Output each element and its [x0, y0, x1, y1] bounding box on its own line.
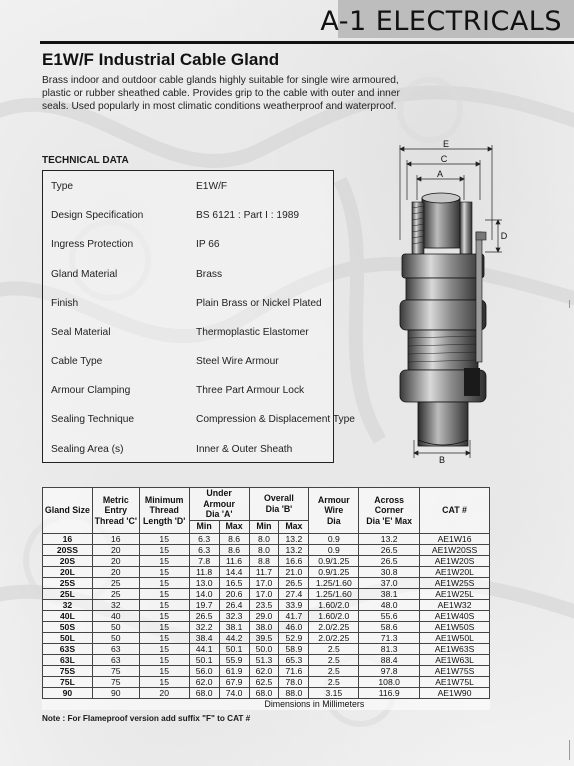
across-corner-cell: 88.4: [359, 654, 420, 665]
gland-size-cell: 90: [43, 687, 93, 698]
gland-size-cell: 20SS: [43, 544, 93, 555]
armour-wire-cell: 0.9: [309, 533, 359, 544]
table-row: [43, 544, 490, 555]
overall-max-cell: 41.7: [279, 610, 309, 621]
header-text: Minimum: [144, 494, 184, 505]
metric-entry-cell: 20: [92, 566, 139, 577]
header-overall-max: Max: [279, 520, 309, 533]
min-thread-cell: 15: [139, 577, 189, 588]
armour-wire-cell: 2.5: [309, 676, 359, 687]
spec-label: Sealing Technique: [51, 414, 135, 425]
gland-size-cell: 32: [43, 599, 93, 610]
dimensions-footnote: Dimensions in Millimeters: [139, 698, 489, 710]
overall-min-cell: 17.0: [249, 588, 279, 599]
gland-size-cell: 63L: [43, 654, 93, 665]
overall-min-cell: 8.0: [249, 544, 279, 555]
metric-entry-cell: 90: [92, 687, 139, 698]
overall-min-cell: 38.0: [249, 621, 279, 632]
spec-value: Three Part Armour Lock: [196, 385, 305, 396]
overall-min-cell: 17.0: [249, 577, 279, 588]
min-thread-cell: 15: [139, 643, 189, 654]
under-armour-max-cell: 38.1: [219, 621, 249, 632]
across-corner-cell: 58.6: [359, 621, 420, 632]
metric-entry-cell: 20: [92, 544, 139, 555]
overall-min-cell: 8.0: [249, 533, 279, 544]
header-text: Overall: [264, 493, 294, 504]
armour-wire-cell: 1.25/1.60: [309, 577, 359, 588]
cat-number-cell: AE1W63S: [420, 643, 490, 654]
under-armour-min-cell: 13.0: [189, 577, 219, 588]
overall-min-cell: 8.8: [249, 555, 279, 566]
under-armour-max-cell: 11.6: [219, 555, 249, 566]
table-row: [43, 555, 490, 566]
across-corner-cell: 26.5: [359, 544, 420, 555]
spec-value: Inner & Outer Sheath: [196, 444, 293, 455]
table-row: [43, 588, 490, 599]
table-row: [43, 643, 490, 654]
spec-row-armour-clamping: [43, 383, 335, 401]
across-corner-cell: 108.0: [359, 676, 420, 687]
header-gland-size: Gland Size: [43, 488, 93, 534]
header-text: Entry: [104, 505, 128, 515]
overall-max-cell: 52.9: [279, 632, 309, 643]
armour-wire-cell: 1.60/2.0: [309, 610, 359, 621]
min-thread-cell: 15: [139, 676, 189, 687]
under-armour-min-cell: 32.2: [189, 621, 219, 632]
across-corner-cell: 26.5: [359, 555, 420, 566]
under-armour-min-cell: 6.3: [189, 544, 219, 555]
min-thread-cell: 15: [139, 654, 189, 665]
across-corner-cell: 116.9: [359, 687, 420, 698]
cat-number-cell: AE1W25S: [420, 577, 490, 588]
cat-number-cell: AE1W20SS: [420, 544, 490, 555]
header-overall-min: Min: [249, 520, 279, 533]
under-armour-min-cell: 19.7: [189, 599, 219, 610]
min-thread-cell: 15: [139, 665, 189, 676]
metric-entry-cell: 32: [92, 599, 139, 610]
cat-number-cell: AE1W75L: [420, 676, 490, 687]
table-header-row: [43, 488, 490, 521]
armour-wire-cell: 3.15: [309, 687, 359, 698]
overall-max-cell: 16.6: [279, 555, 309, 566]
gland-size-cell: 16: [43, 533, 93, 544]
metric-entry-cell: 75: [92, 665, 139, 676]
metric-entry-cell: 25: [92, 588, 139, 599]
under-armour-min-cell: 50.1: [189, 654, 219, 665]
product-description: Brass indoor and outdoor cable glands highly suitable for single wire armoured, plastic or rubber sheathed cable. Provides grip to the cable with outer and inner seals. Used popularly in most climatic conditions weatherproof and waterproof.: [42, 75, 400, 113]
under-armour-min-cell: 7.8: [189, 555, 219, 566]
under-armour-min-cell: 26.5: [189, 610, 219, 621]
metric-entry-cell: 63: [92, 654, 139, 665]
header-text: Dia: [326, 515, 341, 526]
spec-row-design-specification: [43, 208, 335, 226]
armour-wire-cell: 0.9: [309, 544, 359, 555]
overall-max-cell: 58.9: [279, 643, 309, 654]
across-corner-cell: 81.3: [359, 643, 420, 654]
armour-wire-cell: 2.5: [309, 665, 359, 676]
crop-mark: [569, 740, 570, 760]
gland-size-cell: 50L: [43, 632, 93, 643]
under-armour-min-cell: 62.0: [189, 676, 219, 687]
armour-wire-cell: 0.9/1.25: [309, 555, 359, 566]
overall-min-cell: 39.5: [249, 632, 279, 643]
spec-row-sealing-technique: [43, 412, 355, 430]
header-overall-dia: [249, 488, 309, 521]
spec-label: Seal Material: [51, 327, 111, 338]
overall-max-cell: 78.0: [279, 676, 309, 687]
table-row: [43, 533, 490, 544]
metric-entry-cell: 40: [92, 610, 139, 621]
gland-size-cell: 63S: [43, 643, 93, 654]
spec-row-cable-type: [43, 354, 335, 372]
header-cat: CAT #: [420, 488, 490, 534]
header-under-armour: [189, 488, 249, 521]
under-armour-max-cell: 16.5: [219, 577, 249, 588]
spec-label: Ingress Protection: [51, 239, 134, 250]
dim-label-c: C: [440, 154, 448, 164]
metric-entry-cell: 75: [92, 676, 139, 687]
spec-value: E1W/F: [196, 181, 228, 192]
header-metric-entry: [92, 488, 139, 534]
min-thread-cell: 15: [139, 621, 189, 632]
gland-size-cell: 20L: [43, 566, 93, 577]
cat-number-cell: AE1W25L: [420, 588, 490, 599]
cat-number-cell: AE1W40S: [420, 610, 490, 621]
cat-number-cell: AE1W16: [420, 533, 490, 544]
across-corner-cell: 37.0: [359, 577, 420, 588]
header-text: Dia 'A': [205, 509, 233, 519]
armour-wire-cell: 0.9/1.25: [309, 566, 359, 577]
gland-size-cell: 25L: [43, 588, 93, 599]
under-armour-max-cell: 67.9: [219, 676, 249, 687]
across-corner-cell: 71.3: [359, 632, 420, 643]
dim-label-d: D: [500, 231, 508, 241]
cat-number-cell: AE1W90: [420, 687, 490, 698]
across-corner-cell: 13.2: [359, 533, 420, 544]
header-text: Dia 'B': [265, 503, 293, 514]
spec-row-ingress-protection: [43, 237, 335, 255]
metric-entry-cell: 16: [92, 533, 139, 544]
table-row: [43, 654, 490, 665]
brand-name: A-1 ELECTRICALS: [320, 6, 562, 37]
spec-row-sealing-area: [43, 442, 335, 460]
header-across-corner: [359, 488, 420, 534]
table-row: [43, 610, 490, 621]
overall-min-cell: 51.3: [249, 654, 279, 665]
overall-max-cell: 26.5: [279, 577, 309, 588]
header-text: Metric: [102, 494, 129, 505]
overall-min-cell: 23.5: [249, 599, 279, 610]
technical-data-box: [42, 170, 355, 463]
spec-label: Cable Type: [51, 356, 103, 367]
metric-entry-cell: 25: [92, 577, 139, 588]
gland-size-cell: 75S: [43, 665, 93, 676]
spec-label: Gland Material: [51, 269, 118, 280]
across-corner-cell: 55.6: [359, 610, 420, 621]
under-armour-max-cell: 50.1: [219, 643, 249, 654]
spec-row-gland-material: [43, 267, 335, 285]
page-title: E1W/F Industrial Cable Gland: [42, 50, 280, 69]
armour-wire-cell: 2.0/2.25: [309, 632, 359, 643]
overall-max-cell: 13.2: [279, 544, 309, 555]
header-text: Armour: [317, 494, 350, 505]
header-text: Length 'D': [143, 515, 186, 526]
overall-max-cell: 71.6: [279, 665, 309, 676]
cable-gland-drawing: [392, 140, 512, 470]
overall-max-cell: 27.4: [279, 588, 309, 599]
metric-entry-cell: 50: [92, 621, 139, 632]
spec-label: Sealing Area (s): [51, 444, 124, 455]
overall-min-cell: 62.0: [249, 665, 279, 676]
cat-number-cell: AE1W20L: [420, 566, 490, 577]
spec-value: BS 6121 : Part I : 1989: [196, 210, 300, 221]
header-text: Across: [374, 494, 405, 505]
footer-spacer: [43, 698, 140, 710]
overall-max-cell: 65.3: [279, 654, 309, 665]
header-under-armour-max: Max: [219, 520, 249, 533]
gland-size-cell: 40L: [43, 610, 93, 621]
overall-min-cell: 29.0: [249, 610, 279, 621]
armour-wire-cell: 2.0/2.25: [309, 621, 359, 632]
metric-entry-cell: 20: [92, 555, 139, 566]
across-corner-cell: 30.8: [359, 566, 420, 577]
armour-wire-cell: 2.5: [309, 643, 359, 654]
header-text: Dia 'E' Max: [366, 515, 413, 526]
min-thread-cell: 15: [139, 610, 189, 621]
metric-entry-cell: 50: [92, 632, 139, 643]
across-corner-cell: 48.0: [359, 599, 420, 610]
spec-value: Thermoplastic Elastomer: [196, 327, 309, 338]
spec-row-type: [43, 179, 335, 197]
gland-size-cell: 20S: [43, 555, 93, 566]
table-row: [43, 621, 490, 632]
header-min-thread: [139, 488, 189, 534]
table-body: [43, 533, 490, 698]
header-text: Wire: [324, 505, 344, 515]
overall-max-cell: 88.0: [279, 687, 309, 698]
under-armour-max-cell: 8.6: [219, 533, 249, 544]
under-armour-min-cell: 11.8: [189, 566, 219, 577]
spec-row-seal-material: [43, 325, 335, 343]
armour-wire-cell: 1.60/2.0: [309, 599, 359, 610]
under-armour-min-cell: 56.0: [189, 665, 219, 676]
under-armour-min-cell: 14.0: [189, 588, 219, 599]
flameproof-note: Note : For Flameproof version add suffix "F" to CAT #: [42, 714, 251, 723]
cat-number-cell: AE1W63L: [420, 654, 490, 665]
spec-label: Armour Clamping: [51, 385, 131, 396]
table-row: [43, 599, 490, 610]
table-row: [43, 687, 490, 698]
armour-wire-cell: 2.5: [309, 654, 359, 665]
overall-min-cell: 50.0: [249, 643, 279, 654]
overall-max-cell: 13.2: [279, 533, 309, 544]
under-armour-max-cell: 61.9: [219, 665, 249, 676]
across-corner-cell: 97.8: [359, 665, 420, 676]
overall-max-cell: 21.0: [279, 566, 309, 577]
header-text: Thread 'C': [94, 515, 137, 526]
table-row: [43, 632, 490, 643]
gland-size-cell: 50S: [43, 621, 93, 632]
dim-label-a: A: [436, 169, 444, 179]
overall-max-cell: 33.9: [279, 599, 309, 610]
under-armour-max-cell: 20.6: [219, 588, 249, 599]
spec-value: Plain Brass or Nickel Plated: [196, 298, 322, 309]
min-thread-cell: 15: [139, 555, 189, 566]
min-thread-cell: 15: [139, 599, 189, 610]
cat-number-cell: AE1W75S: [420, 665, 490, 676]
header-under-armour-min: Min: [189, 520, 219, 533]
header-text: Thread: [149, 505, 179, 515]
crop-mark: [569, 300, 570, 308]
spec-label: Design Specification: [51, 210, 144, 221]
cat-number-cell: AE1W32: [420, 599, 490, 610]
cat-number-cell: AE1W20S: [420, 555, 490, 566]
table-footer-row: [43, 698, 490, 710]
armour-wire-cell: 1.25/1.60: [309, 588, 359, 599]
min-thread-cell: 15: [139, 544, 189, 555]
header-text: Under Armour: [203, 488, 235, 509]
spec-value: Compression & Displacement Type: [196, 414, 355, 425]
table-row: [43, 665, 490, 676]
dim-label-b: B: [438, 455, 446, 465]
min-thread-cell: 15: [139, 632, 189, 643]
spec-value: Steel Wire Armour: [196, 356, 279, 367]
overall-min-cell: 68.0: [249, 687, 279, 698]
dim-label-e: E: [442, 140, 450, 149]
under-armour-max-cell: 26.4: [219, 599, 249, 610]
spec-label: Finish: [51, 298, 79, 309]
min-thread-cell: 20: [139, 687, 189, 698]
gland-size-cell: 25S: [43, 577, 93, 588]
under-armour-min-cell: 6.3: [189, 533, 219, 544]
overall-max-cell: 46.0: [279, 621, 309, 632]
header-armour-wire: [309, 488, 359, 534]
min-thread-cell: 15: [139, 566, 189, 577]
cat-number-cell: AE1W50L: [420, 632, 490, 643]
cat-number-cell: AE1W50S: [420, 621, 490, 632]
overall-min-cell: 11.7: [249, 566, 279, 577]
under-armour-max-cell: 44.2: [219, 632, 249, 643]
header-rule: [40, 41, 574, 44]
table-row: [43, 676, 490, 687]
under-armour-min-cell: 68.0: [189, 687, 219, 698]
spec-label: Type: [51, 181, 74, 192]
table-row: [43, 577, 490, 588]
spec-value: Brass: [196, 269, 223, 280]
min-thread-cell: 15: [139, 588, 189, 599]
min-thread-cell: 15: [139, 533, 189, 544]
under-armour-max-cell: 8.6: [219, 544, 249, 555]
under-armour-min-cell: 38.4: [189, 632, 219, 643]
under-armour-max-cell: 74.0: [219, 687, 249, 698]
metric-entry-cell: 63: [92, 643, 139, 654]
under-armour-max-cell: 55.9: [219, 654, 249, 665]
gland-size-cell: 75L: [43, 676, 93, 687]
under-armour-max-cell: 32.3: [219, 610, 249, 621]
under-armour-max-cell: 14.4: [219, 566, 249, 577]
table-row: [43, 566, 490, 577]
technical-data-heading: TECHNICAL DATA: [42, 155, 129, 166]
spec-row-finish: [43, 296, 335, 314]
spec-value: IP 66: [196, 239, 220, 250]
overall-min-cell: 62.5: [249, 676, 279, 687]
across-corner-cell: 38.1: [359, 588, 420, 599]
gland-dimensions-table: [42, 487, 490, 710]
header-text: Corner: [374, 505, 404, 515]
under-armour-min-cell: 44.1: [189, 643, 219, 654]
